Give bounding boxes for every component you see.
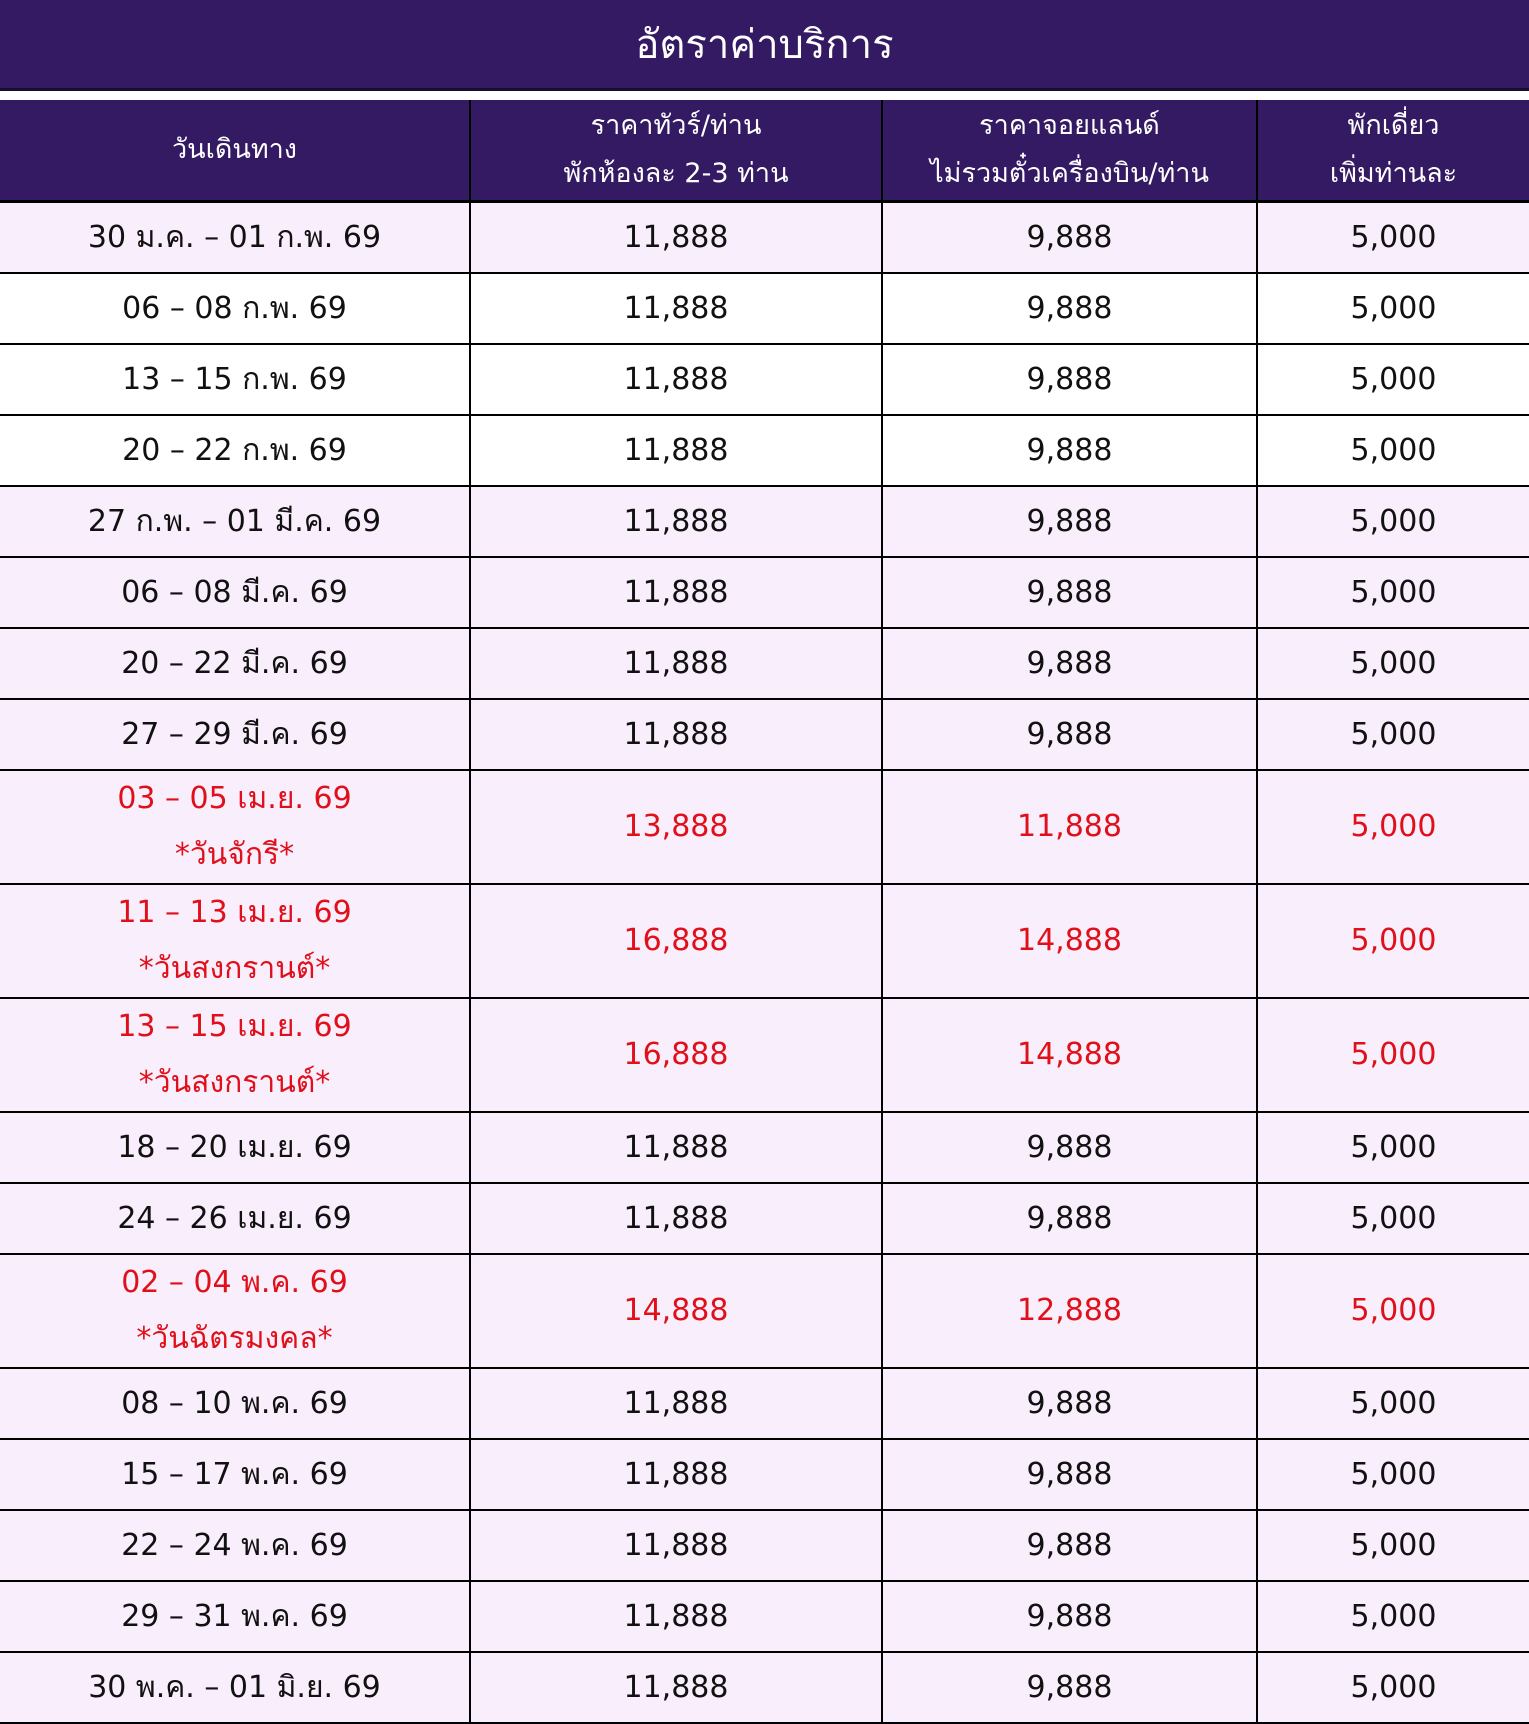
- holiday-note: *วันฉัตรมงคล*: [136, 1321, 333, 1356]
- page-title: อัตราค่าบริการ: [0, 0, 1529, 91]
- cell-date: [0, 557, 470, 628]
- date-text: 30 ม.ค. – 01 ก.พ. 69: [87, 220, 382, 255]
- cell-single-supplement: 5,000: [1257, 1112, 1529, 1183]
- date-text: 13 – 15 ก.พ. 69: [122, 362, 347, 397]
- cell-date: [0, 486, 470, 557]
- cell-tour-price: 11,888: [470, 1439, 882, 1510]
- cell-joinland-price: 9,888: [882, 628, 1257, 699]
- cell-tour-price: 11,888: [470, 486, 882, 557]
- header-line: วันเดินทาง: [172, 134, 297, 165]
- cell-joinland-price: 12,888: [882, 1254, 1257, 1368]
- cell-date: [0, 202, 470, 274]
- table-row: [0, 1652, 1529, 1723]
- table-row: [0, 998, 1529, 1112]
- date-text: 15 – 17 พ.ค. 69: [121, 1457, 348, 1492]
- cell-joinland-price: 9,888: [882, 1581, 1257, 1652]
- header-joinland-price: [882, 100, 1257, 202]
- header-single-supplement: [1257, 100, 1529, 202]
- date-text: 13 – 15 เม.ย. 69: [117, 1009, 352, 1044]
- holiday-note: *วันจักรี*: [174, 837, 295, 872]
- cell-tour-price: 13,888: [470, 770, 882, 884]
- date-text: 29 – 31 พ.ค. 69: [121, 1599, 348, 1634]
- cell-single-supplement: 5,000: [1257, 1368, 1529, 1439]
- date-text: 27 – 29 มี.ค. 69: [121, 717, 348, 752]
- cell-date: [0, 1510, 470, 1581]
- cell-date: [0, 770, 470, 884]
- cell-joinland-price: 11,888: [882, 770, 1257, 884]
- cell-joinland-price: 9,888: [882, 1439, 1257, 1510]
- cell-tour-price: 11,888: [470, 699, 882, 770]
- cell-date: [0, 1183, 470, 1254]
- header-line: เพิ่มท่านละ: [1329, 158, 1458, 189]
- cell-joinland-price: 14,888: [882, 884, 1257, 998]
- header-line: พักห้องละ 2-3 ท่าน: [563, 158, 789, 189]
- table-row: [0, 1439, 1529, 1510]
- cell-single-supplement: 5,000: [1257, 486, 1529, 557]
- cell-tour-price: 11,888: [470, 273, 882, 344]
- cell-tour-price: 11,888: [470, 344, 882, 415]
- holiday-note: *วันสงกรานต์*: [138, 951, 331, 986]
- cell-joinland-price: 9,888: [882, 1183, 1257, 1254]
- table-row: [0, 1510, 1529, 1581]
- cell-date: [0, 1439, 470, 1510]
- table-row: [0, 628, 1529, 699]
- date-text: 20 – 22 มี.ค. 69: [121, 646, 348, 681]
- cell-joinland-price: 9,888: [882, 1112, 1257, 1183]
- cell-tour-price: 11,888: [470, 628, 882, 699]
- date-text: 20 – 22 ก.พ. 69: [122, 433, 347, 468]
- table-row: [0, 1368, 1529, 1439]
- cell-single-supplement: 5,000: [1257, 557, 1529, 628]
- date-text: 22 – 24 พ.ค. 69: [121, 1528, 348, 1563]
- cell-tour-price: 11,888: [470, 1510, 882, 1581]
- cell-date: [0, 1254, 470, 1368]
- table-row: [0, 415, 1529, 486]
- cell-tour-price: 11,888: [470, 1368, 882, 1439]
- cell-single-supplement: 5,000: [1257, 273, 1529, 344]
- header-line: พักเดี่ยว: [1347, 110, 1440, 141]
- cell-single-supplement: 5,000: [1257, 344, 1529, 415]
- cell-joinland-price: 9,888: [882, 202, 1257, 274]
- cell-joinland-price: 14,888: [882, 998, 1257, 1112]
- date-text: 30 พ.ค. – 01 มิ.ย. 69: [88, 1670, 381, 1705]
- date-text: 24 – 26 เม.ย. 69: [117, 1201, 352, 1236]
- date-text: 11 – 13 เม.ย. 69: [117, 895, 352, 930]
- header-line: ราคาทัวร์/ท่าน: [590, 110, 762, 141]
- cell-single-supplement: 5,000: [1257, 770, 1529, 884]
- cell-single-supplement: 5,000: [1257, 1254, 1529, 1368]
- cell-tour-price: 16,888: [470, 884, 882, 998]
- cell-date: [0, 273, 470, 344]
- cell-date: [0, 1368, 470, 1439]
- cell-date: [0, 628, 470, 699]
- cell-date: [0, 344, 470, 415]
- table-row: [0, 1581, 1529, 1652]
- date-text: 06 – 08 มี.ค. 69: [121, 575, 348, 610]
- cell-joinland-price: 9,888: [882, 273, 1257, 344]
- cell-date: [0, 1652, 470, 1723]
- date-text: 02 – 04 พ.ค. 69: [121, 1265, 348, 1300]
- table-row: [0, 1112, 1529, 1183]
- table-row: [0, 202, 1529, 274]
- header-travel-date: [0, 100, 470, 202]
- date-text: 08 – 10 พ.ค. 69: [121, 1386, 348, 1421]
- cell-single-supplement: 5,000: [1257, 1510, 1529, 1581]
- cell-joinland-price: 9,888: [882, 1368, 1257, 1439]
- table-row: [0, 884, 1529, 998]
- cell-single-supplement: 5,000: [1257, 1581, 1529, 1652]
- cell-single-supplement: 5,000: [1257, 202, 1529, 274]
- cell-joinland-price: 9,888: [882, 415, 1257, 486]
- cell-tour-price: 11,888: [470, 1183, 882, 1254]
- cell-joinland-price: 9,888: [882, 699, 1257, 770]
- cell-tour-price: 14,888: [470, 1254, 882, 1368]
- table-row: [0, 557, 1529, 628]
- cell-single-supplement: 5,000: [1257, 628, 1529, 699]
- cell-joinland-price: 9,888: [882, 557, 1257, 628]
- cell-tour-price: 11,888: [470, 1652, 882, 1723]
- header-line: ราคาจอยแลนด์: [979, 110, 1160, 141]
- cell-date: [0, 699, 470, 770]
- table-row: [0, 273, 1529, 344]
- cell-joinland-price: 9,888: [882, 1652, 1257, 1723]
- header-tour-price: [470, 100, 882, 202]
- holiday-note: *วันสงกรานต์*: [138, 1065, 331, 1100]
- date-text: 18 – 20 เม.ย. 69: [117, 1130, 352, 1165]
- date-text: 06 – 08 ก.พ. 69: [122, 291, 347, 326]
- cell-tour-price: 16,888: [470, 998, 882, 1112]
- cell-date: [0, 884, 470, 998]
- date-text: 03 – 05 เม.ย. 69: [117, 781, 352, 816]
- cell-date: [0, 1112, 470, 1183]
- table-row: [0, 699, 1529, 770]
- table-header: [0, 100, 1529, 202]
- cell-joinland-price: 9,888: [882, 344, 1257, 415]
- cell-tour-price: 11,888: [470, 1112, 882, 1183]
- divider: [0, 91, 1529, 100]
- table-row: [0, 1183, 1529, 1254]
- cell-single-supplement: 5,000: [1257, 415, 1529, 486]
- cell-tour-price: 11,888: [470, 557, 882, 628]
- cell-tour-price: 11,888: [470, 1581, 882, 1652]
- table-row: [0, 344, 1529, 415]
- cell-tour-price: 11,888: [470, 415, 882, 486]
- header-line: ไม่รวมตั๋วเครื่องบิน/ท่าน: [930, 158, 1209, 189]
- table-row: [0, 486, 1529, 557]
- cell-single-supplement: 5,000: [1257, 1652, 1529, 1723]
- table-row: [0, 1254, 1529, 1368]
- cell-single-supplement: 5,000: [1257, 998, 1529, 1112]
- table-row: [0, 770, 1529, 884]
- cell-date: [0, 998, 470, 1112]
- cell-single-supplement: 5,000: [1257, 699, 1529, 770]
- cell-date: [0, 415, 470, 486]
- date-text: 27 ก.พ. – 01 มี.ค. 69: [87, 504, 382, 539]
- price-table: [0, 100, 1529, 1724]
- cell-single-supplement: 5,000: [1257, 1439, 1529, 1510]
- cell-date: [0, 1581, 470, 1652]
- cell-tour-price: 11,888: [470, 202, 882, 274]
- cell-joinland-price: 9,888: [882, 486, 1257, 557]
- cell-single-supplement: 5,000: [1257, 1183, 1529, 1254]
- cell-joinland-price: 9,888: [882, 1510, 1257, 1581]
- cell-single-supplement: 5,000: [1257, 884, 1529, 998]
